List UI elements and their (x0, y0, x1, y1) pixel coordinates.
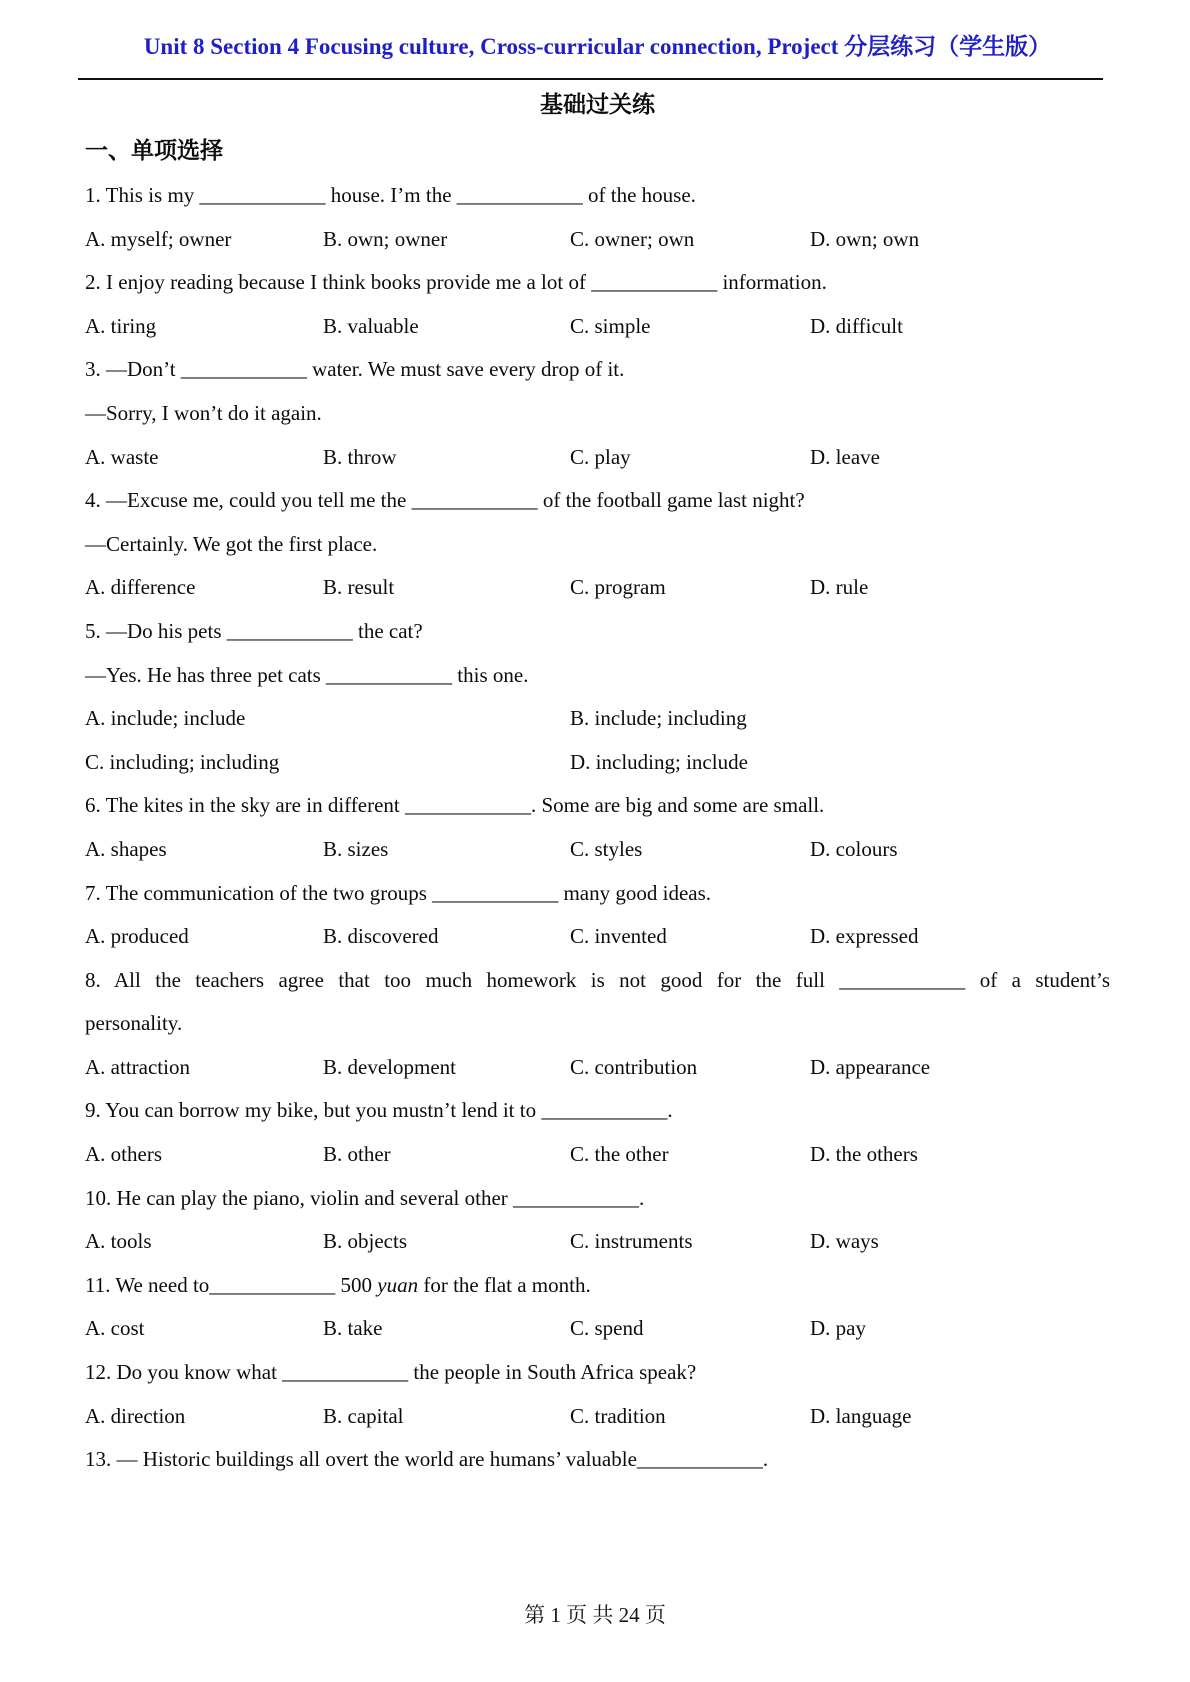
question-11-option-a: A. cost (85, 1316, 145, 1341)
question-7-stem: 7. The communication of the two groups ____________ many good ideas. (85, 880, 712, 905)
question-6-option-a: A. shapes (85, 836, 167, 861)
question-12-option-d: D. language (810, 1403, 912, 1428)
question-7-option-d: D. expressed (810, 924, 919, 949)
question-10-stem: 10. He can play the piano, violin and several other ____________. (85, 1185, 645, 1210)
question-2-option-c: C. simple (570, 313, 651, 338)
question-3-stem-line-1: 3. —Don’t ____________ water. We must save every drop of it. (85, 357, 625, 382)
question-11-stem (85, 1264, 1110, 1308)
question-10-options (85, 1220, 1110, 1264)
section-heading: 基础过关练 (540, 92, 655, 117)
question-6-stem: 6. The kites in the sky are in different ____________. Some are big and some are small. (85, 793, 825, 818)
question-11-stem-italic-word: yuan (377, 1272, 419, 1297)
question-10-option-d: D. ways (810, 1229, 879, 1254)
question-8-option-b: B. development (323, 1054, 456, 1079)
question-11-option-c: C. spend (570, 1316, 644, 1341)
question-8-option-d: D. appearance (810, 1054, 931, 1079)
question-3-option-a: A. waste (85, 444, 159, 469)
question-4-stem-line-2: —Certainly. We got the first place. (85, 531, 378, 556)
question-9-stem: 9. You can borrow my bike, but you mustn’t lend it to ____________. (85, 1098, 673, 1123)
question-2-option-b: B. valuable (323, 313, 419, 338)
question-10-option-a: A. tools (85, 1229, 152, 1254)
part-heading: 一、单项选择 (85, 138, 223, 163)
document-title: Unit 8 Section 4 Focusing culture, Cross-curricular connection, Project 分层练习（学生版） (143, 34, 1052, 59)
question-1-option-d: D. own; own (810, 226, 920, 251)
question-2-stem: 2. I enjoy reading because I think books provide me a lot of ____________ information. (85, 270, 827, 295)
question-1-option-a: A. myself; owner (85, 226, 232, 251)
question-1-options (85, 218, 1110, 262)
question-6-options (85, 828, 1110, 872)
question-6-option-c: C. styles (570, 836, 643, 861)
question-6-option-b: B. sizes (323, 836, 389, 861)
question-11-options (85, 1307, 1110, 1351)
question-4-option-b: B. result (323, 575, 395, 600)
question-5-option-c: C. including; including (85, 749, 280, 774)
question-9-option-b: B. other (323, 1142, 391, 1167)
question-9-option-a: A. others (85, 1142, 162, 1167)
question-8-stem-line-1: 8. All the teachers agree that too much homework is not good for the full ____________ of a student’s (85, 967, 1110, 992)
question-3-option-b: B. throw (323, 444, 397, 469)
header-divider (78, 78, 1103, 80)
question-12-option-a: A. direction (85, 1403, 186, 1428)
question-2-option-a: A. tiring (85, 313, 157, 338)
question-4-option-a: A. difference (85, 575, 196, 600)
question-1-option-b: B. own; owner (323, 226, 448, 251)
question-2-options (85, 305, 1110, 349)
question-5-option-b: B. include; including (570, 706, 747, 731)
question-5-stem-line-1: 5. —Do his pets ____________ the cat? (85, 618, 423, 643)
question-5-option-a: A. include; include (85, 706, 246, 731)
question-8-stem-line-2: personality. (85, 1011, 183, 1036)
question-3-options (85, 436, 1110, 480)
question-3-option-c: C. play (570, 444, 631, 469)
question-7-options (85, 915, 1110, 959)
question-8-options (85, 1046, 1110, 1090)
question-8-option-a: A. attraction (85, 1054, 190, 1079)
question-4-stem-line-1: 4. —Excuse me, could you tell me the ____________ of the football game last night? (85, 488, 805, 513)
question-1-option-c: C. owner; own (570, 226, 695, 251)
question-5-stem-line-2: —Yes. He has three pet cats ____________ this one. (85, 662, 529, 687)
question-3-stem-line-2: —Sorry, I won’t do it again. (85, 400, 322, 425)
question-5-options-row-2 (85, 741, 1110, 785)
question-2-option-d: D. difficult (810, 313, 903, 338)
question-11-stem-pre: 11. We need to____________ 500 (85, 1272, 378, 1297)
question-7-option-a: A. produced (85, 924, 189, 949)
question-5-option-d: D. including; include (570, 749, 748, 774)
question-11-stem-post: for the flat a month. (418, 1272, 591, 1297)
question-4-option-d: D. rule (810, 575, 869, 600)
question-12-stem: 12. Do you know what ____________ the people in South Africa speak? (85, 1360, 697, 1385)
question-9-option-c: C. the other (570, 1142, 669, 1167)
question-9-option-d: D. the others (810, 1142, 918, 1167)
question-11-option-b: B. take (323, 1316, 383, 1341)
question-list (85, 174, 1110, 1482)
question-12-option-c: C. tradition (570, 1403, 666, 1428)
question-9-options (85, 1133, 1110, 1177)
question-3-option-d: D. leave (810, 444, 880, 469)
question-10-option-c: C. instruments (570, 1229, 693, 1254)
question-4-option-c: C. program (570, 575, 666, 600)
question-7-option-b: B. discovered (323, 924, 439, 949)
question-12-options (85, 1395, 1110, 1439)
question-12-option-b: B. capital (323, 1403, 404, 1428)
question-10-option-b: B. objects (323, 1229, 407, 1254)
question-1-stem: 1. This is my ____________ house. I’m the ____________ of the house. (85, 183, 696, 207)
question-6-option-d: D. colours (810, 836, 898, 861)
question-4-options (85, 566, 1110, 610)
question-7-option-c: C. invented (570, 924, 667, 949)
question-5-options-row-1 (85, 697, 1110, 741)
question-13-stem: 13. — Historic buildings all overt the world are humans’ valuable____________. (85, 1447, 769, 1472)
page-number: 第 1 页 共 24 页 (524, 1603, 666, 1627)
question-8-option-c: C. contribution (570, 1054, 698, 1079)
question-11-option-d: D. pay (810, 1316, 866, 1341)
